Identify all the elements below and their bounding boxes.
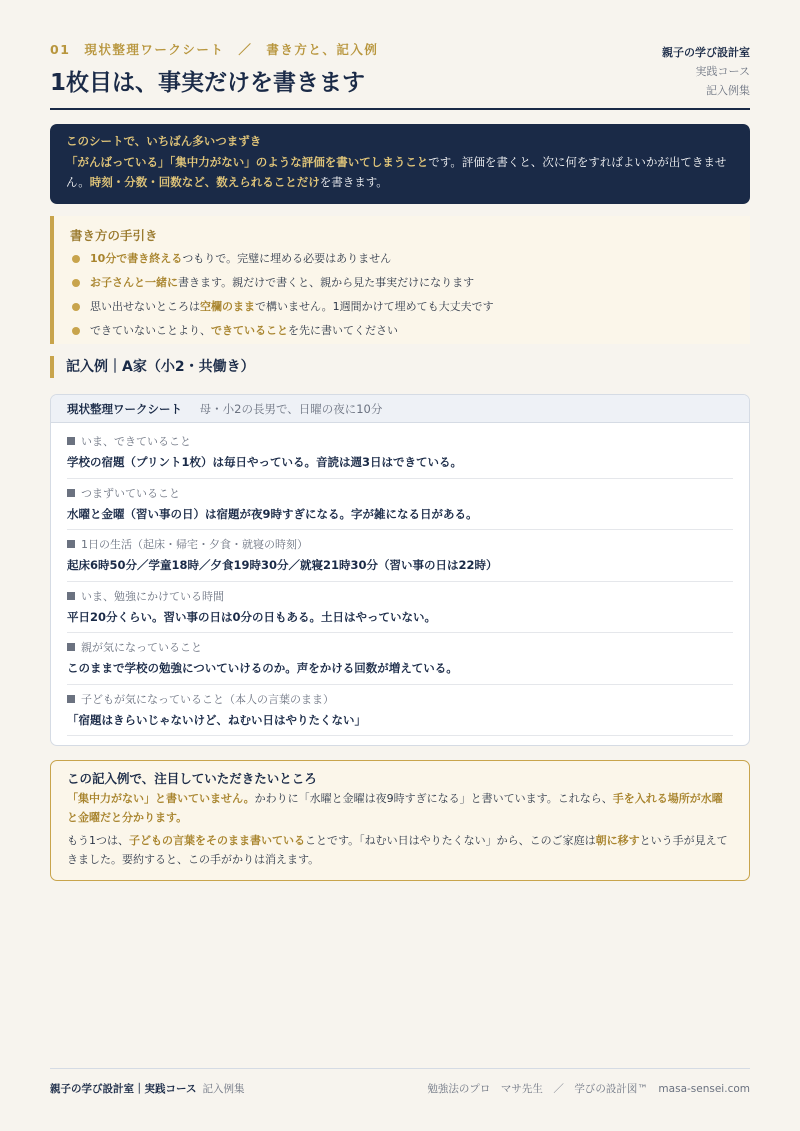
footer-brand: 親子の学び設計室｜実践コース — [50, 1083, 197, 1095]
row-label — [67, 640, 733, 656]
guide-item-text: で構いません。1週間かけて埋めても大丈夫です — [255, 300, 494, 313]
guide-heading: 書き方の手引き — [70, 228, 158, 243]
attention-note — [50, 760, 750, 881]
callout-label: このシートで、いちばん多いつまずき — [66, 134, 262, 148]
row-label-text: 1日の生活（起床・帰宅・夕食・就寝の時刻） — [81, 538, 308, 551]
guide-item — [70, 271, 734, 295]
page-footer — [50, 1068, 750, 1108]
row-value: 「宿題はきらいじゃないけど、ねむい日はやりたくない」 — [67, 712, 366, 727]
row-label-text: いま、できていること — [81, 435, 191, 448]
worksheet-row — [67, 530, 733, 582]
brand-course: 実践コース — [695, 65, 750, 78]
guide-item-text: 書きます。親だけで書くと、親から見た事実だけになります — [178, 276, 475, 289]
guide-item-highlight: 10分で書き終える — [90, 252, 183, 265]
guide-item-text: できていないことより、 — [90, 324, 211, 337]
worksheet-row — [67, 427, 733, 479]
row-label — [67, 537, 733, 553]
row-label-text: つまずいていること — [81, 486, 180, 500]
worksheet-row — [67, 479, 733, 531]
note-paragraph-1 — [67, 789, 733, 827]
writing-guide — [50, 216, 750, 344]
brand-name: 親子の学び設計室 — [662, 46, 750, 59]
worksheet-row — [67, 685, 733, 737]
guide-item-text: を先に書いてください — [288, 324, 398, 337]
note-text: かわりに「水曜と金曜は夜9時すぎになる」と書いています。これなら、 — [254, 792, 613, 805]
row-value: 水曜と金曜（習い事の日）は宿題が夜9時すぎになる。字が雑になる日がある。 — [67, 506, 478, 521]
square-bullet-icon — [67, 540, 75, 548]
row-label-text: 子どもが気になっていること（本人の言葉のまま） — [81, 692, 334, 706]
square-bullet-icon — [67, 695, 75, 703]
guide-item — [70, 295, 734, 319]
square-bullet-icon — [67, 489, 75, 497]
callout-text-a: です。評価を書くと、次に何をすればよいかが出てきません。 — [66, 155, 727, 189]
guide-item — [70, 319, 734, 343]
note-highlight: 子どもの言葉をそのまま書いている — [129, 834, 305, 847]
footer-doc: 記入例集 — [202, 1083, 245, 1095]
worksheet-title: 現状整理ワークシート — [67, 402, 182, 416]
common-mistake-callout — [50, 124, 750, 204]
worksheet-header — [51, 395, 749, 423]
row-value: 起床6時50分／学童18時／夕食19時30分／就寝21時30分（習い事の日は22時） — [67, 558, 498, 572]
callout-text-b: を書きます。 — [319, 175, 388, 189]
guide-item-highlight: できていること — [211, 324, 288, 337]
guide-list — [70, 247, 734, 343]
note-paragraph-2 — [67, 831, 733, 869]
row-value: このままで学校の勉強についていけるのか。声をかける回数が増えている。 — [67, 661, 458, 675]
guide-item-highlight: 空欄のまま — [200, 300, 255, 313]
worksheet-row — [67, 582, 733, 634]
note-heading: この記入例で、注目していただきたいところ — [67, 771, 317, 786]
callout-text — [66, 152, 734, 192]
footer-left — [50, 1070, 244, 1108]
guide-item-text: 思い出せないところは — [90, 300, 200, 313]
square-bullet-icon — [67, 643, 75, 651]
page — [50, 0, 750, 1131]
note-text: ことです。「ねむい日はやりたくない」から、このご家庭は — [305, 834, 596, 847]
row-label-text: 親が気になっていること — [81, 641, 202, 654]
page-header — [50, 40, 750, 110]
row-value: 学校の宿題（プリント1枚）は毎日やっている。音読は週3日はできている。 — [67, 455, 463, 469]
note-highlight: 朝に移す — [595, 834, 640, 847]
guide-item — [70, 247, 734, 271]
callout-highlight-b: 時刻・分数・回数など、数えられることだけ — [89, 175, 320, 189]
note-text: という手が見えてきました。要約すると、この手がかりは消えます。 — [67, 834, 728, 866]
note-highlight: 手を入れる場所が水曜と金曜だと分かります。 — [67, 792, 723, 824]
row-label — [67, 692, 733, 708]
row-value: 平日20分くらい。習い事の日は0分の日もある。土日はやっていない。 — [67, 609, 437, 624]
brand-doc: 記入例集 — [706, 84, 750, 97]
worksheet-subtitle: 母・小2の長男で、日曜の夜に10分 — [199, 402, 383, 416]
row-label — [67, 486, 733, 502]
page-title: 1枚目は、事実だけを書きます — [50, 70, 366, 96]
bullet-dot-icon — [72, 327, 80, 335]
header-kicker: 01 現状整理ワークシート ／ 書き方と、記入例 — [50, 42, 379, 57]
note-text: もう1つは、 — [67, 834, 129, 847]
bullet-dot-icon — [72, 303, 80, 311]
callout-highlight-a: 「がんばっている」「集中力がない」のような評価を書いてしまうこと — [66, 155, 429, 169]
brand-block — [662, 43, 750, 100]
row-label-text: いま、勉強にかけている時間 — [81, 589, 224, 603]
guide-item-text: つもりで。完璧に埋める必要はありません — [182, 252, 392, 265]
worksheet-row — [67, 633, 733, 685]
guide-item-highlight: お子さんと一緒に — [90, 276, 178, 289]
square-bullet-icon — [67, 592, 75, 600]
worksheet-rows — [51, 423, 749, 736]
row-label — [67, 434, 733, 450]
footer-credit: 勉強法のプロ マサ先生 ／ 学びの設計図™ masa-sensei.com — [427, 1083, 750, 1095]
example-section-heading: 記入例｜A家（小2・共働き） — [50, 356, 255, 378]
note-highlight: 「集中力がない」と書いていません。 — [67, 792, 255, 805]
square-bullet-icon — [67, 437, 75, 445]
row-label — [67, 589, 733, 605]
bullet-dot-icon — [72, 279, 80, 287]
bullet-dot-icon — [72, 255, 80, 263]
worksheet-card — [50, 394, 750, 746]
